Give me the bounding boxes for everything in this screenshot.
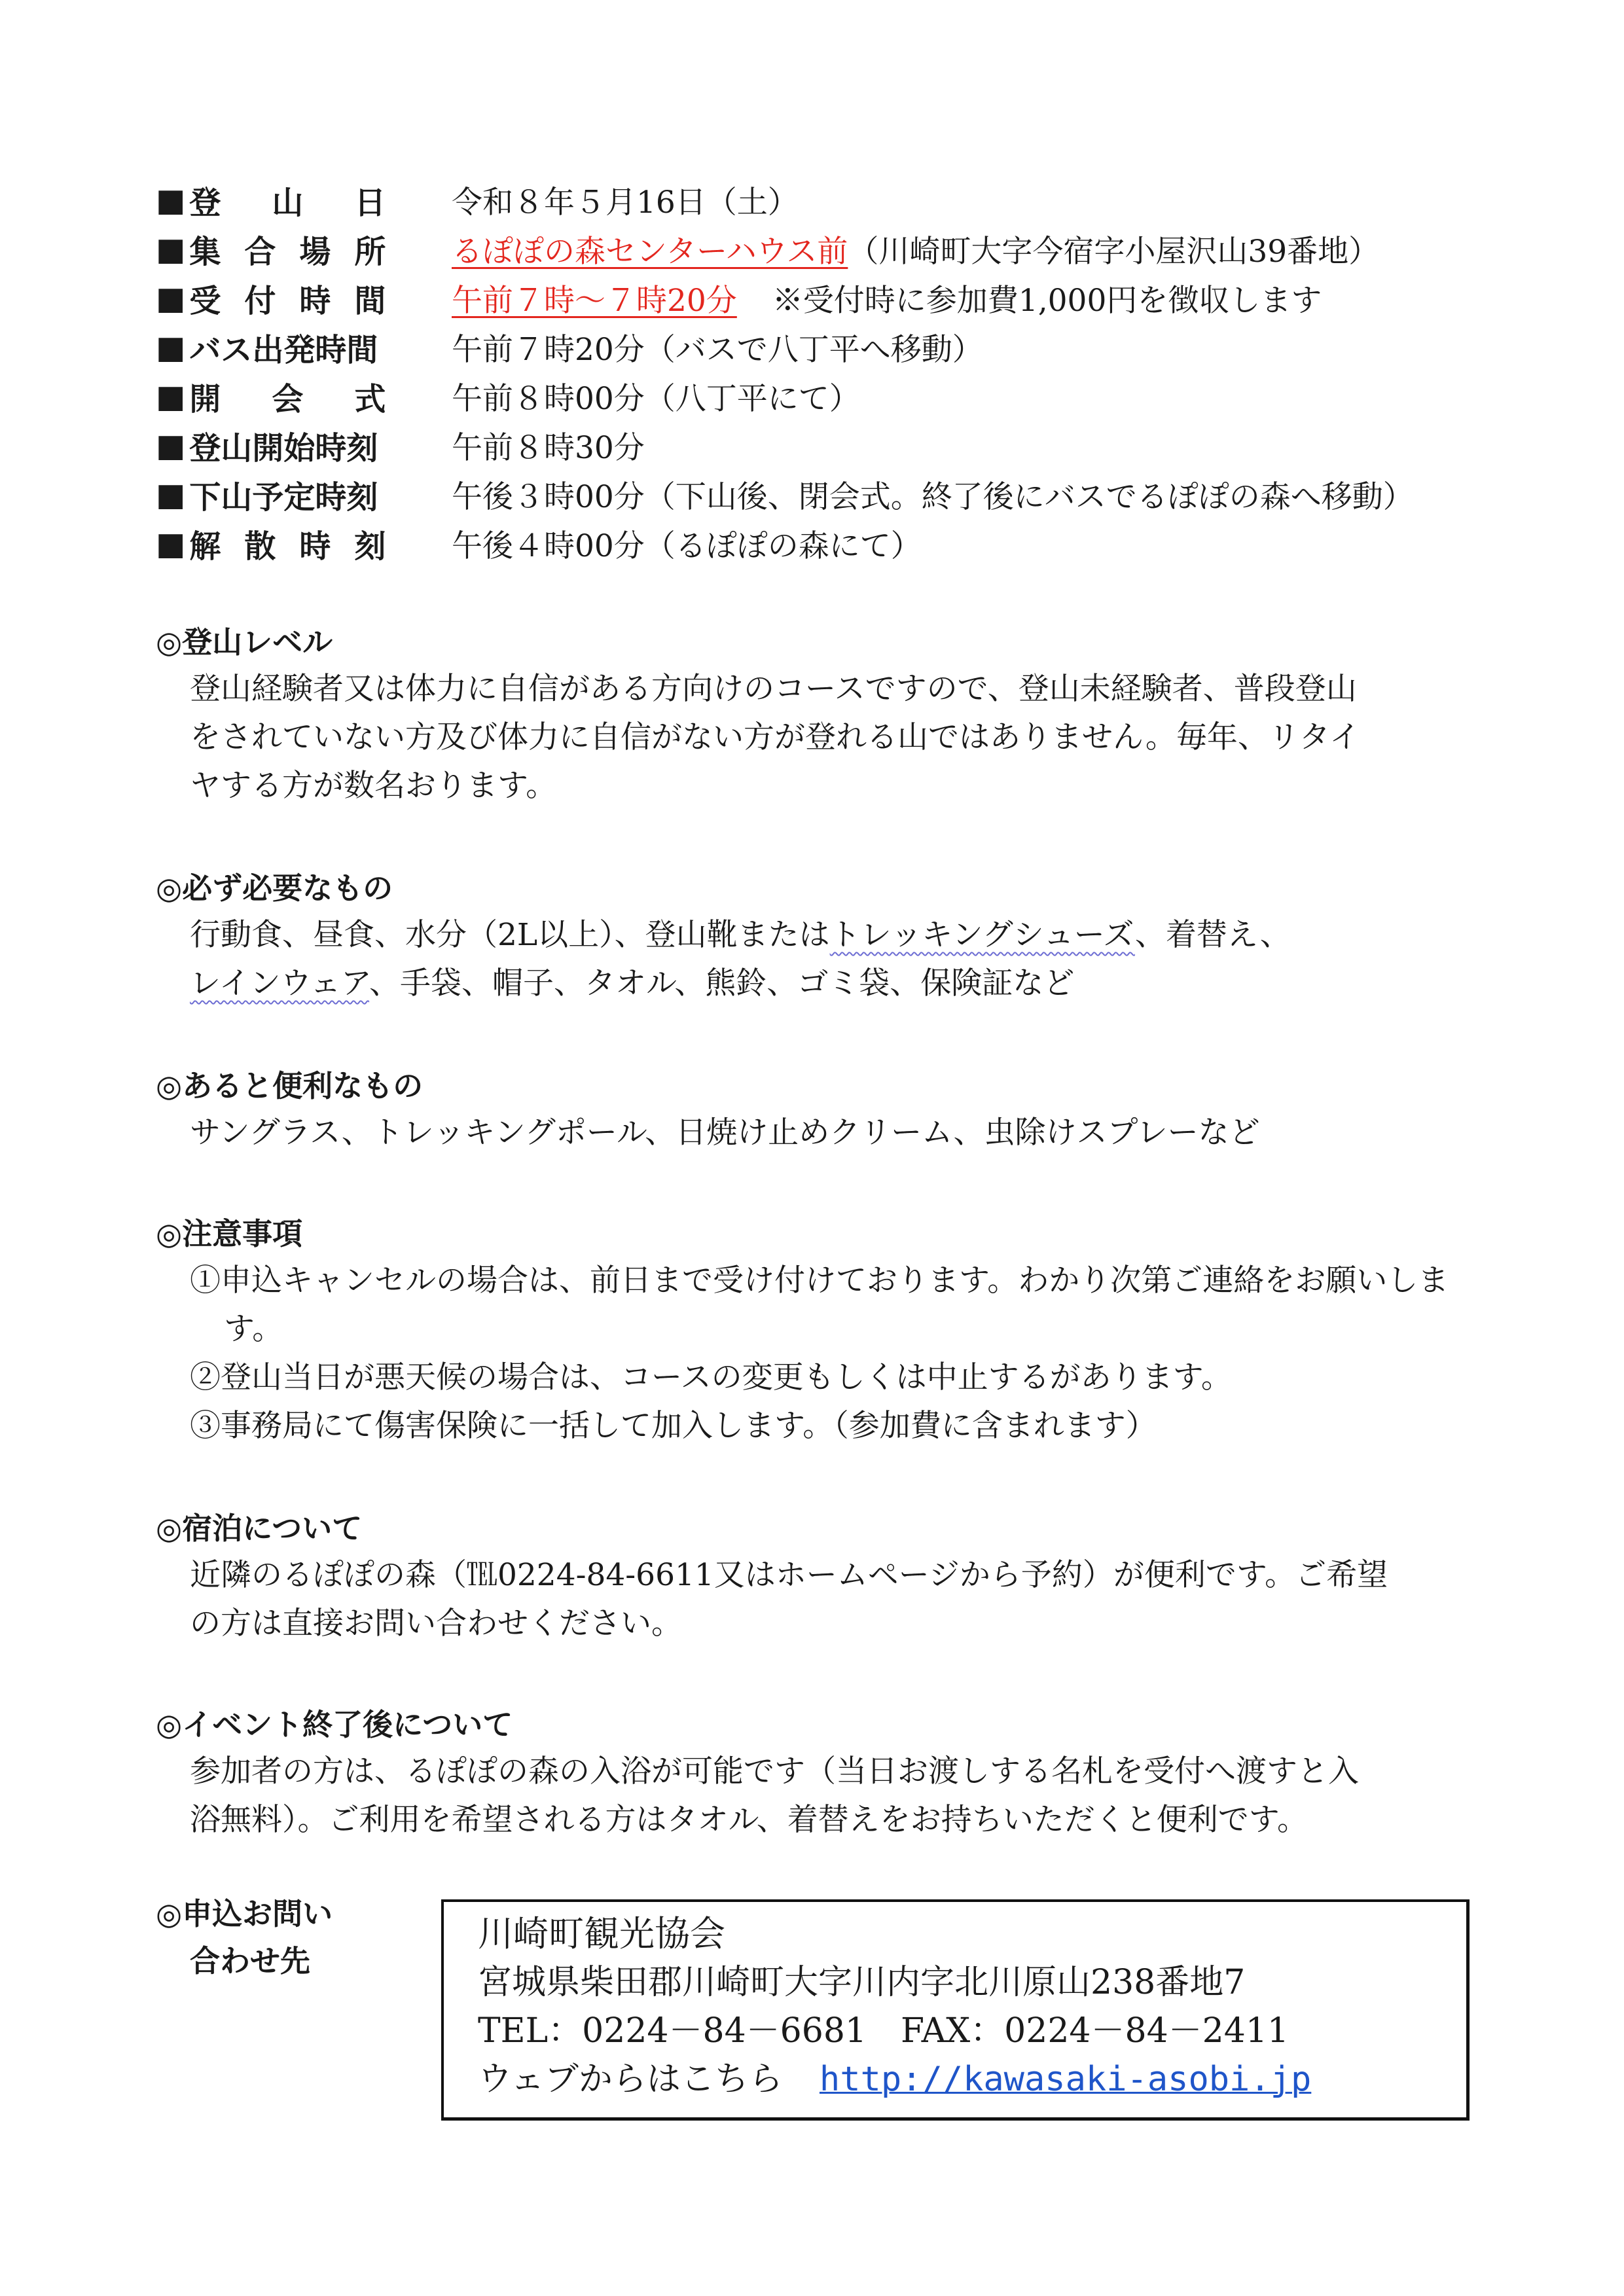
- schedule-value: 午前８時30分: [452, 430, 645, 466]
- schedule-label: ■ 登 山 日: [156, 181, 386, 221]
- organization-name: 川崎町観光協会: [478, 1913, 725, 1954]
- schedule-row-dismissal: [156, 519, 1485, 568]
- section-required-items: [156, 865, 1491, 1008]
- schedule-row-descent: [156, 470, 1485, 519]
- schedule-label: ■ 集 合 場 所: [156, 230, 386, 270]
- address: 宮城県柴田郡川崎町大字川内字北川原山238番地7: [478, 1963, 1246, 2002]
- section-heading: ◎登山レベル: [156, 624, 333, 660]
- event-schedule: [156, 175, 1485, 568]
- section-body: 登山経験者又は体力に自信がある方向けのコースですので、登山未経験者、普段登山 をされていない方及び体力に自信がない方が登れる山ではありません。毎年、リタイ ヤする方が数名おります。: [190, 671, 1360, 804]
- reception-time-highlight: 午前７時～７時20分: [452, 283, 737, 319]
- phone-fax: TEL：0224－84－6681 FAX：0224－84－2411: [478, 2011, 1289, 2051]
- section-climbing-level: [156, 619, 1491, 810]
- schedule-value: 午前７時20分（バスで八丁平へ移動）: [452, 332, 983, 368]
- web-label: ウェブからはこちら: [478, 2060, 783, 2099]
- section-after-event: [156, 1702, 1491, 1844]
- schedule-value: [452, 276, 1322, 320]
- section-heading: ◎イベント終了後について: [156, 1707, 513, 1742]
- schedule-label: ■ 下山予定時刻: [156, 476, 378, 516]
- section-body: [156, 1257, 1491, 1450]
- list-item: ①申込キャンセルの場合は、前日まで受け付けております。わかり次第ご連絡をお願いします。: [190, 1263, 1449, 1347]
- contact-box: [441, 1899, 1470, 2121]
- list-item: ②登山当日が悪天候の場合は、コースの変更もしくは中止するがあります。: [190, 1359, 1232, 1395]
- section-body: サングラス、トレッキングポール、日焼け止めクリーム、虫除けスプレーなど: [190, 1115, 1260, 1151]
- website-link[interactable]: http://kawasaki-asobi.jp: [819, 2060, 1312, 2099]
- list-item: ③事務局にて傷害保険に一括して加入します。（参加費に含まれます）: [190, 1408, 1157, 1444]
- section-useful-items: [156, 1063, 1491, 1157]
- contact-heading: ◎申込お問い 合わせ先: [156, 1896, 333, 1979]
- spellcheck-underline: レインウェア: [190, 965, 370, 1001]
- section-body: 行動食、昼食、水分（2L以上）、登山靴またはトレッキングシューズ、着替え、 レインウェア、手袋、帽子、タオル、熊鈴、ゴミ袋、保険証など: [190, 917, 1291, 1001]
- schedule-label: ■ バス出発時間: [156, 329, 378, 368]
- schedule-value: 午前８時00分（八丁平にて）: [452, 381, 860, 417]
- schedule-value: るぽぽの森センターハウス前（川崎町大字今宿字小屋沢山39番地）: [452, 234, 1380, 270]
- schedule-value: 午後３時00分（下山後、閉会式。終了後にバスでるぽぽの森へ移動）: [452, 479, 1414, 515]
- schedule-row-bus: [156, 323, 1485, 372]
- schedule-label: ■ 受 付 時 間: [156, 279, 386, 319]
- schedule-value: 午後４時00分（るぽぽの森にて）: [452, 528, 922, 564]
- schedule-row-date: [156, 175, 1485, 224]
- section-body: 参加者の方は、るぽぽの森の入浴が可能です（当日お渡しする名札を受付へ渡すと入 浴無料）。ご利用を希望される方はタオル、着替えをお持ちいただくと便利です。: [190, 1753, 1359, 1838]
- fee-note: ※受付時に参加費1,000円を徴収します: [772, 283, 1322, 319]
- schedule-row-meeting-place: [156, 224, 1485, 274]
- section-heading: ◎あると便利なもの: [156, 1068, 424, 1103]
- section-heading: ◎注意事項: [156, 1216, 303, 1251]
- schedule-label: ■ 開 会 式: [156, 378, 386, 418]
- web-line: [478, 2055, 1466, 2104]
- schedule-value: 令和８年５月16日（土）: [452, 185, 799, 221]
- section-heading: ◎必ず必要なもの: [156, 870, 393, 906]
- section-heading: ◎宿泊について: [156, 1511, 363, 1546]
- section-lodging: [156, 1505, 1491, 1648]
- schedule-label: ■ 解 散 時 刻: [156, 525, 386, 565]
- spellcheck-underline: トレッキングシューズ: [829, 917, 1135, 953]
- schedule-row-reception: [156, 274, 1485, 323]
- schedule-label: ■ 登山開始時刻: [156, 427, 378, 467]
- section-body: 近隣のるぽぽの森（℡0224-84-6611又はホームページから予約）が便利です。ご希望 の方は直接お問い合わせください。: [190, 1557, 1388, 1641]
- schedule-row-opening: [156, 372, 1485, 421]
- meeting-place-highlight: るぽぽの森センターハウス前: [452, 234, 848, 270]
- schedule-row-start: [156, 421, 1485, 470]
- section-notes: [156, 1211, 1491, 1450]
